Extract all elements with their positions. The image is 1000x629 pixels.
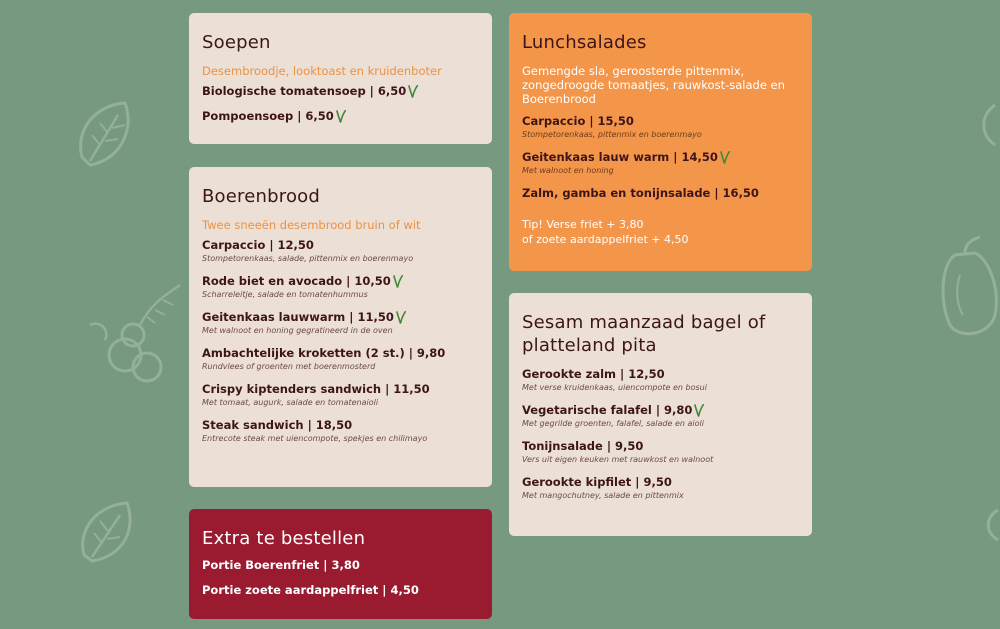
soepen-subtitle: Desembroodje, looktoast en kruidenboter bbox=[202, 64, 442, 78]
menu-item-title bbox=[522, 366, 799, 382]
menu-item-name: Biologische tomatensoep | 6,50 bbox=[202, 84, 407, 98]
leaf-doodle-icon bbox=[72, 495, 147, 570]
menu-item-name: Geitenkaas lauwwarm | 11,50 bbox=[202, 310, 394, 324]
menu-item-name: Portie Boerenfriet | 3,80 bbox=[202, 558, 360, 572]
menu-item bbox=[202, 273, 479, 300]
menu-item-name: Carpaccio | 12,50 bbox=[202, 238, 314, 252]
menu-item-description: Met verse kruidenkaas, uiencompote en bosui bbox=[522, 383, 707, 392]
menu-item-description: Vers uit eigen keuken met rauwkost en walnoot bbox=[522, 455, 714, 464]
menu-item bbox=[202, 582, 479, 598]
leaf-doodle-icon bbox=[975, 100, 1000, 150]
veg-leaf-icon bbox=[720, 151, 730, 164]
menu-item-title bbox=[522, 149, 799, 165]
menu-item bbox=[202, 309, 479, 336]
menu-item bbox=[522, 113, 799, 140]
menu-item-description: Rundvlees of groenten met boerenmosterd bbox=[202, 362, 376, 371]
herb-doodle-icon bbox=[85, 275, 190, 395]
menu-item-description: Stompetorenkaas, pittenmix en boerenmayo bbox=[522, 130, 702, 139]
pepper-doodle-icon bbox=[935, 235, 1000, 345]
veg-leaf-icon bbox=[396, 311, 406, 324]
menu-item-description: Scharreleitje, salade en tomatenhummus bbox=[202, 290, 368, 299]
veg-leaf-icon bbox=[393, 275, 403, 288]
menu-item bbox=[522, 366, 799, 393]
menu-item bbox=[202, 557, 479, 573]
boerenbrood-title: Boerenbrood bbox=[202, 186, 321, 207]
menu-item-description: Met tomaat, augurk, salade en tomatenaioli bbox=[202, 398, 379, 407]
extra-card bbox=[189, 509, 492, 619]
menu-item-description: Stompetorenkaas, salade, pittenmix en boerenmayo bbox=[202, 254, 414, 263]
menu-item-title bbox=[202, 417, 479, 433]
menu-item-name: Pompoensoep | 6,50 bbox=[202, 109, 334, 123]
menu-item-name: Gerookte kipfilet | 9,50 bbox=[522, 475, 672, 489]
lunchsalades-items bbox=[522, 113, 799, 201]
menu-item-title bbox=[522, 185, 799, 201]
menu-item-title bbox=[202, 582, 479, 598]
menu-item-title bbox=[522, 402, 799, 418]
leaf-doodle-icon bbox=[70, 95, 145, 175]
menu-item bbox=[522, 402, 799, 429]
menu-item-name: Rode biet en avocado | 10,50 bbox=[202, 274, 391, 288]
menu-item-name: Zalm, gamba en tonijnsalade | 16,50 bbox=[522, 186, 759, 200]
menu-item bbox=[202, 237, 479, 264]
menu-item bbox=[522, 438, 799, 465]
fries-tip-line-2: of zoete aardappelfriet + 4,50 bbox=[522, 233, 689, 246]
menu-item-name: Tonijnsalade | 9,50 bbox=[522, 439, 644, 453]
lunchsalades-title: Lunchsalades bbox=[522, 32, 647, 53]
soepen-card bbox=[189, 13, 492, 144]
menu-item-name: Gerookte zalm | 12,50 bbox=[522, 367, 665, 381]
boerenbrood-items bbox=[202, 237, 479, 444]
soepen-title: Soepen bbox=[202, 32, 271, 53]
menu-item-name: Steak sandwich | 18,50 bbox=[202, 418, 353, 432]
menu-item bbox=[522, 149, 799, 176]
menu-item-title bbox=[522, 474, 799, 490]
menu-item-description: Entrecote steak met uiencompote, spekjes en chilimayo bbox=[202, 434, 428, 443]
menu-item-title bbox=[202, 237, 479, 253]
veg-leaf-icon bbox=[336, 110, 346, 123]
extra-title: Extra te bestellen bbox=[202, 528, 366, 549]
menu-item bbox=[522, 474, 799, 501]
menu-item-name: Vegetarische falafel | 9,80 bbox=[522, 403, 693, 417]
menu-item-description: Met mangochutney, salade en pittenmix bbox=[522, 491, 684, 500]
menu-item-title bbox=[202, 309, 479, 325]
fries-tip-line-1: Tip! Verse friet + 3,80 bbox=[522, 218, 644, 231]
menu-item-description: Met gegrilde groenten, falafel, salade en aioli bbox=[522, 419, 704, 428]
lunchsalades-subtitle: Gemengde sla, geroosterde pittenmix, zongedroogde tomaatjes, rauwkost-salade en Boerenbrood bbox=[522, 64, 785, 106]
menu-item bbox=[202, 108, 479, 124]
bagel-title: Sesam maanzaad bagel of platteland pita bbox=[522, 312, 766, 356]
menu-item-name: Portie zoete aardappelfriet | 4,50 bbox=[202, 583, 419, 597]
menu-item bbox=[202, 381, 479, 408]
menu-item-name: Geitenkaas lauw warm | 14,50 bbox=[522, 150, 718, 164]
menu-item bbox=[202, 83, 479, 99]
menu-item bbox=[202, 417, 479, 444]
menu-item-name: Crispy kiptenders sandwich | 11,50 bbox=[202, 382, 430, 396]
menu-item-title bbox=[202, 381, 479, 397]
soepen-items bbox=[202, 83, 479, 124]
menu-item-title bbox=[522, 438, 799, 454]
menu-item-title bbox=[202, 345, 479, 361]
bagel-card bbox=[509, 293, 812, 536]
veg-leaf-icon bbox=[408, 85, 418, 98]
menu-item-title bbox=[202, 273, 479, 289]
menu-item-title bbox=[522, 113, 799, 129]
menu-item bbox=[202, 345, 479, 372]
menu-item-description: Met walnoot en honing gegratineerd in de oven bbox=[202, 326, 393, 335]
extra-items bbox=[202, 557, 479, 598]
boerenbrood-subtitle: Twee sneeën desembrood bruin of wit bbox=[202, 218, 421, 232]
leaf-doodle-icon bbox=[980, 505, 1000, 545]
menu-item-title bbox=[202, 108, 479, 124]
boerenbrood-card bbox=[189, 167, 492, 487]
menu-item-title bbox=[202, 83, 479, 99]
lunchsalades-card bbox=[509, 13, 812, 271]
bagel-items bbox=[522, 366, 799, 501]
menu-item-name: Ambachtelijke kroketten (2 st.) | 9,80 bbox=[202, 346, 446, 360]
fries-tip bbox=[522, 217, 799, 247]
menu-item-title bbox=[202, 557, 479, 573]
veg-leaf-icon bbox=[694, 404, 704, 417]
menu-item-description: Met walnoot en honing bbox=[522, 166, 614, 175]
menu-item bbox=[522, 185, 799, 201]
menu-item-name: Carpaccio | 15,50 bbox=[522, 114, 634, 128]
